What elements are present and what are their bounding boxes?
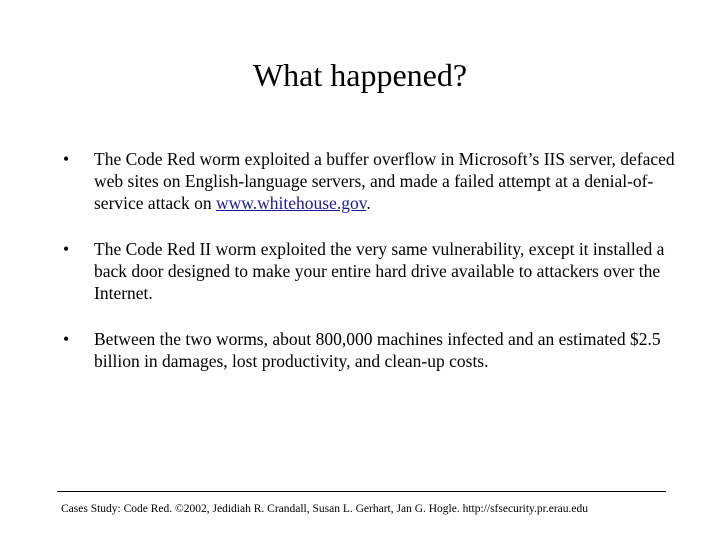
footer-divider (57, 491, 666, 492)
slide-title: What happened? (252, 57, 468, 93)
bullet-text: The Code Red worm exploited a buffer overflow in Microsoft’s IIS server, defaced web sites on English-language servers, and made a failed attempt at a denial-of-service attack on (94, 149, 675, 213)
bullet-list (60, 148, 680, 396)
bullet-item-code-red (60, 148, 680, 214)
bullet-text: Between the two worms, about 800,000 machines infected and an estimated $2.5 billion in damages, lost productivity, and clean-up costs. (94, 329, 661, 371)
bullet-item-damages (60, 328, 680, 372)
bullet-marker: • (63, 149, 70, 169)
bullet-marker: • (63, 239, 70, 259)
bullet-marker: • (63, 329, 70, 349)
bullet-item-code-red-ii (60, 238, 680, 304)
bullet-text: The Code Red II worm exploited the very same vulnerability, except it installed a back door designed to make your entire hard drive available to attackers over the Internet. (94, 239, 665, 303)
footer-citation: Cases Study: Code Red. ©2002, Jedidiah R. Crandall, Susan L. Gerhart, Jan G. Hogle. http://sfsecurity.pr.erau.edu (61, 503, 589, 515)
bullet-text-end: . (366, 193, 371, 213)
whitehouse-link[interactable]: www.whitehouse.gov (215, 193, 367, 213)
